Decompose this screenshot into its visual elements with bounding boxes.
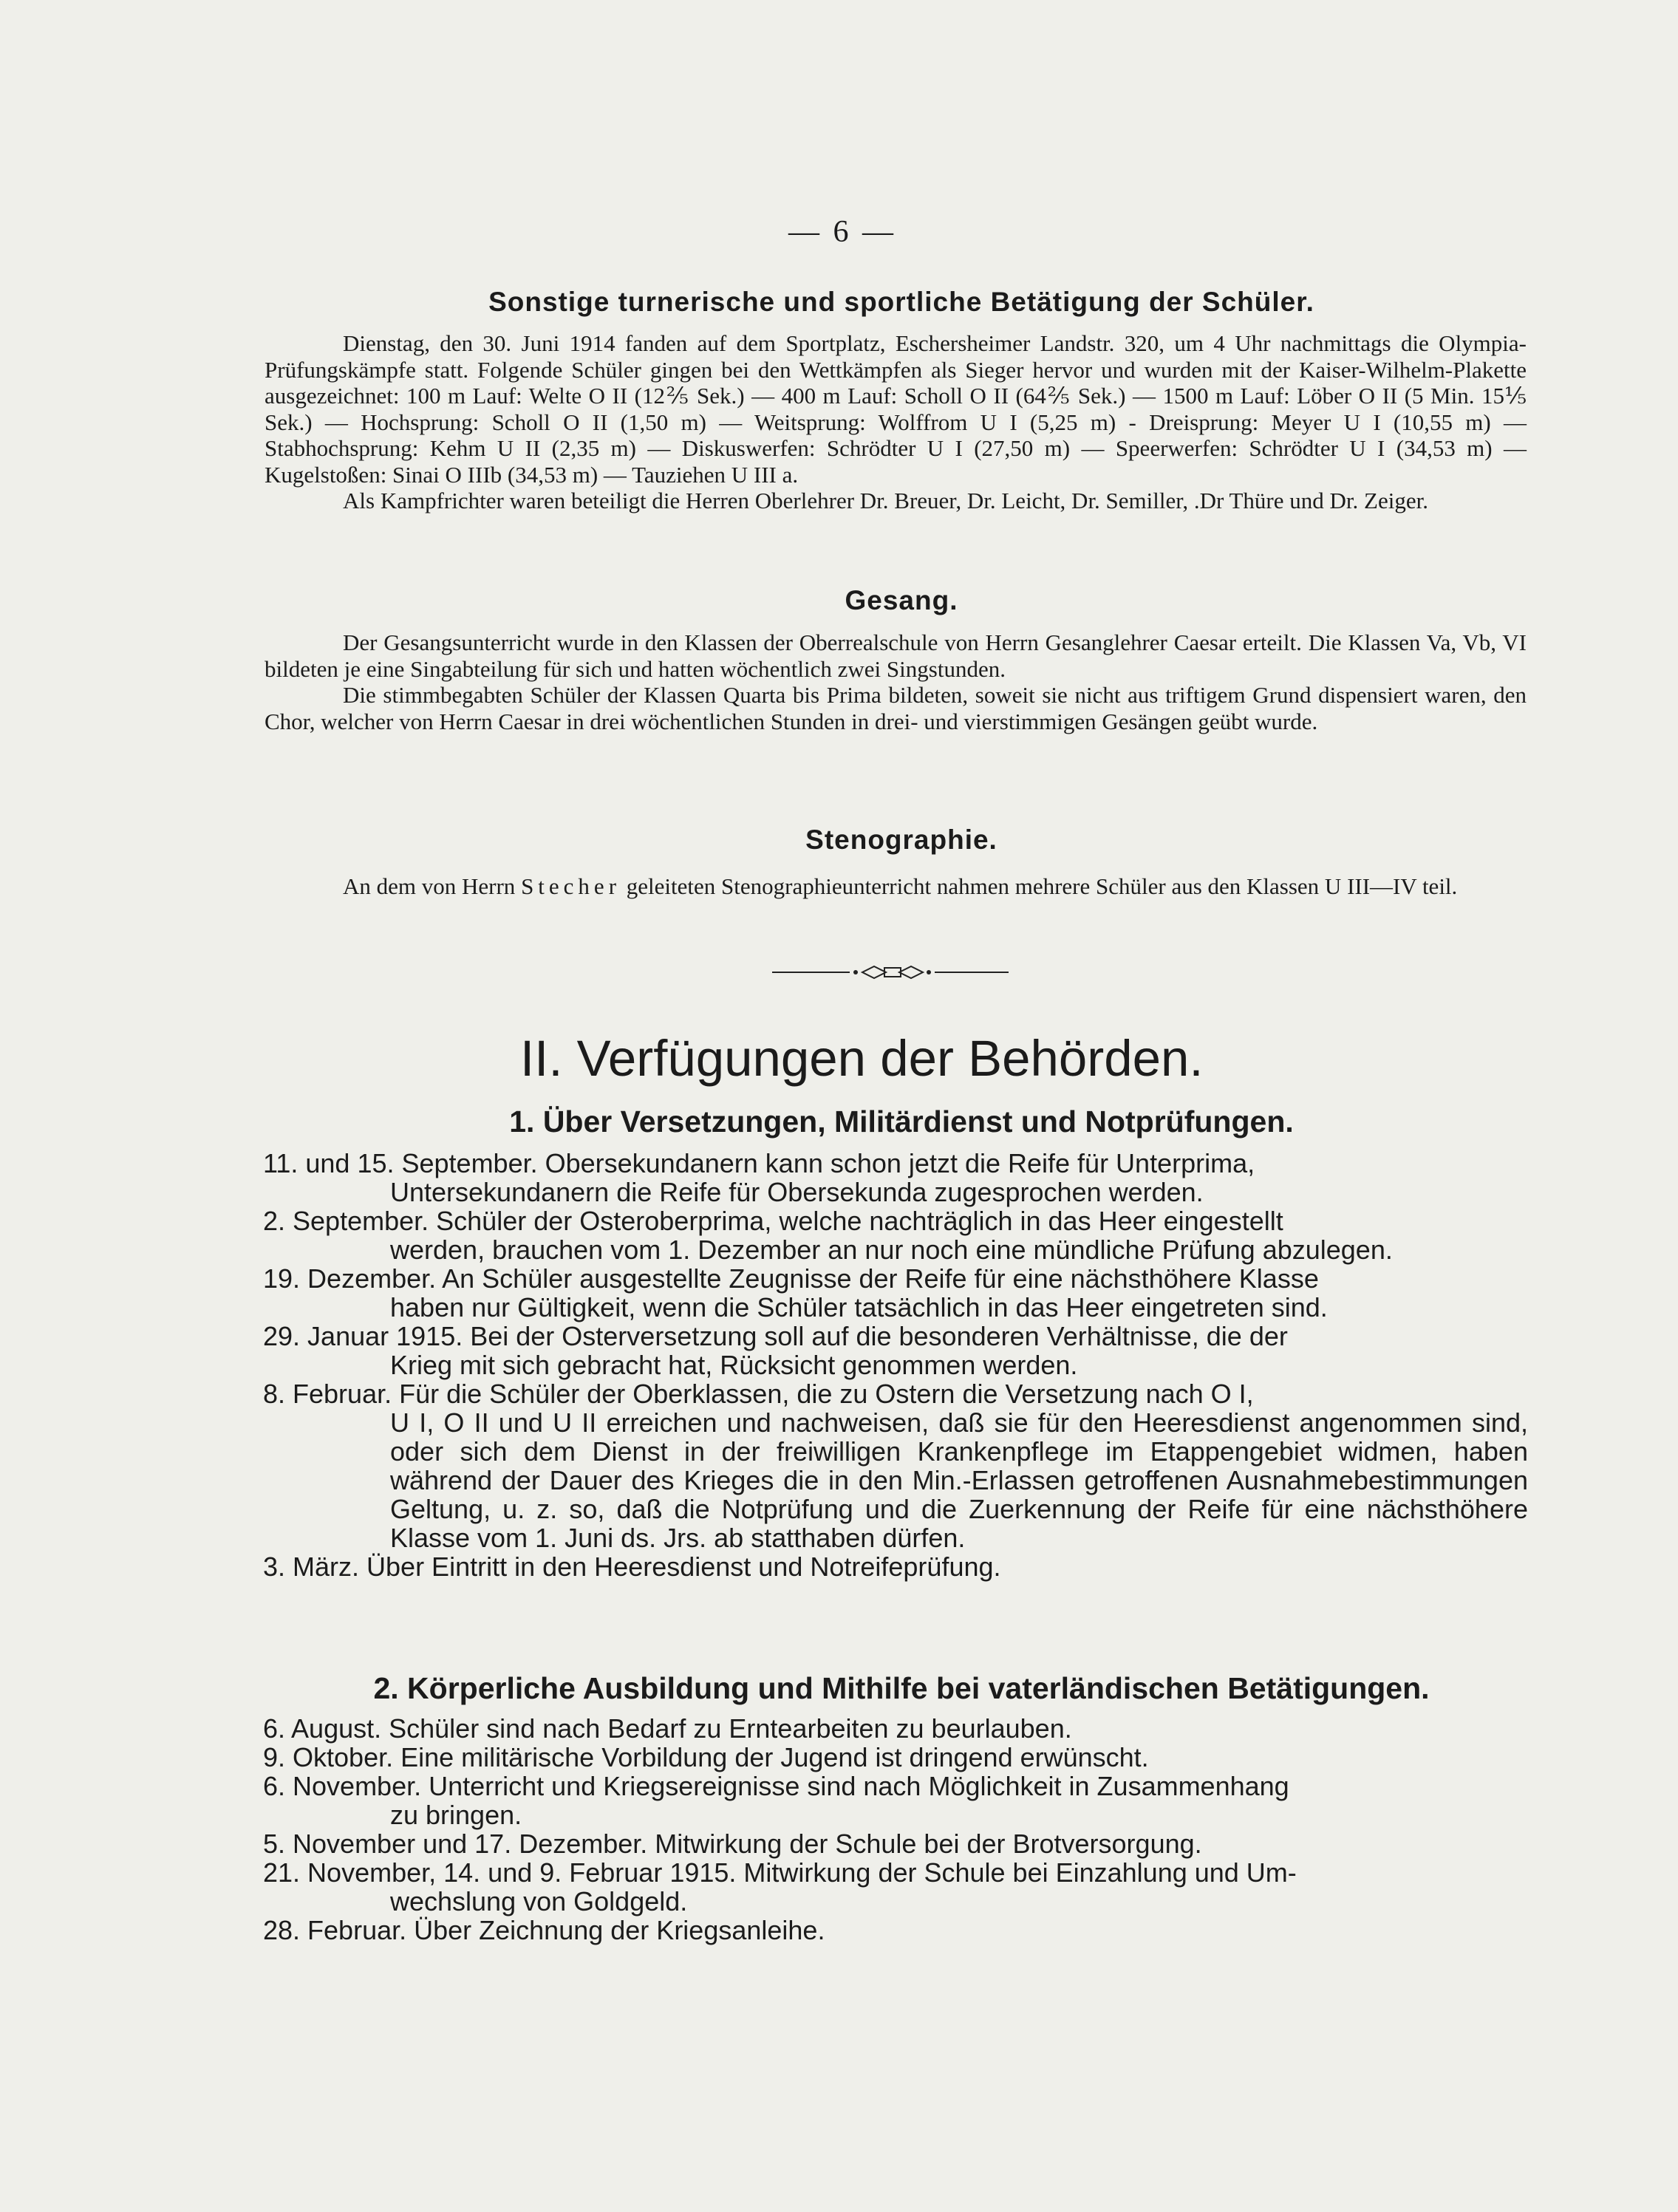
- entry-continuation: U I, O II und U II erreichen und nachweisen, daß sie für den Heeresdienst angenommen sind, oder sich dem Dienst in der freiwilligen Krankenpflege im Etappengebiet widmen, haben während der Dauer des Krieges die in den Min.-Erlassen getroffenen Ausnahmebestimmungen Geltung, u. z. so, daß die Notprüfung und die Zuerkennung der Reife für eine nächsthöhere Klasse vom 1. Juni ds. Jrs. ab statthaben dürfen.: [390, 1407, 1528, 1553]
- decree-entry: [263, 1858, 1528, 1916]
- decree-entry: [263, 1916, 1528, 1945]
- gesang-paragraph-1: Der Gesangsunterricht wurde in den Klassen der Oberrealschule von Herrn Gesanglehrer Caesar erteilt. Die Klassen Va, Vb, VI bildeten je eine Singabteilung für sich und hatten wöchentlich zwei Singstunden.: [265, 629, 1527, 682]
- page-number: — 6 —: [788, 215, 896, 249]
- entry-first-line: 11. und 15. September. Obersekundanern kann schon jetzt die Reife für Unterprima,: [263, 1148, 1255, 1178]
- steno-section-body: [265, 873, 1527, 900]
- entry-first-line: 3. März. Über Eintritt in den Heeresdienst und Notreifeprüfung.: [263, 1552, 1001, 1582]
- entry-first-line: 5. November und 17. Dezember. Mitwirkung der Schule bei der Brotversorgung.: [263, 1829, 1202, 1859]
- entry-first-line: 2. September. Schüler der Osteroberprima, welche nachträglich in das Heer eingestellt: [263, 1206, 1283, 1236]
- steno-text-a: An dem von Herrn: [343, 873, 516, 899]
- entry-first-line: 6. August. Schüler sind nach Bedarf zu Erntearbeiten zu beurlauben.: [263, 1713, 1072, 1744]
- sport-paragraph-1: Dienstag, den 30. Juni 1914 fanden auf dem Sportplatz, Eschersheimer Landstr. 320, um 4 Uhr nachmittags die Olympia-Prüfungskämpfe statt. Folgende Schüler gingen bei den Wettkämpfen als Sieger hervor und wurden mit der Kaiser-Wilhelm-Plakette ausgezeichnet: 100 m Lauf: Welte O II (12⅖ Sek.) — 400 m Lauf: Scholl O II (64⅖ Sek.) — 1500 m Lauf: Löber O II (5 Min. 15⅕ Sek.) — Hochsprung: Scholl O II (1,50 m) — Weitsprung: Wolffrom U I (5,25 m) - Dreisprung: Meyer U I (10,55 m) — Stabhochsprung: Kehm U II (2,35 m) — Diskuswerfen: Schrödter U I (27,50 m) — Speerwerfen: Schrödter U I (34,53 m) — Kugelstoßen: Sinai O IIIb (34,53 m) — Tauziehen U III a.: [265, 330, 1527, 488]
- decree-entry: [263, 1552, 1528, 1581]
- entry-continuation: wechslung von Goldgeld.: [390, 1886, 688, 1916]
- gesang-paragraph-2: Die stimmbegabten Schüler der Klassen Quarta bis Prima bildeten, soweit sie nicht aus triftigem Grund dispensiert waren, den Chor, welcher von Herrn Caesar in drei wöchentlichen Stunden in drei- und vierstimmigen Gesängen geübt wurde.: [265, 682, 1527, 734]
- subsection-2-list: [263, 1714, 1528, 1945]
- sport-section-title: Sonstige turnerische und sportliche Betätigung der Schüler.: [488, 287, 1314, 317]
- entry-first-line: 29. Januar 1915. Bei der Osterversetzung soll auf die besonderen Verhältnisse, die der: [263, 1321, 1288, 1351]
- entry-continuation: zu bringen.: [390, 1800, 522, 1830]
- entry-continuation: Untersekundanern die Reife für Obersekunda zugesprochen werden.: [390, 1177, 1204, 1207]
- subsection-1-list: [263, 1149, 1528, 1581]
- gesang-section-title: Gesang.: [845, 585, 958, 615]
- gesang-section-body: [265, 629, 1527, 734]
- entry-first-line: 21. November, 14. und 9. Februar 1915. Mitwirkung der Schule bei Einzahlung und Um-: [263, 1857, 1297, 1888]
- entry-first-line: 9. Oktober. Eine militärische Vorbildung der Jugend ist dringend erwünscht.: [263, 1742, 1149, 1772]
- entry-first-line: 6. November. Unterricht und Kriegsereignisse sind nach Möglichkeit in Zusammenhang: [263, 1771, 1289, 1801]
- steno-paragraph: [265, 873, 1527, 900]
- decree-entry: [263, 1322, 1528, 1379]
- section-2-title: II. Verfügungen der Behörden.: [520, 1030, 1204, 1087]
- decree-entry: [263, 1206, 1528, 1264]
- subsection-2-title: 2. Körperliche Ausbildung und Mithilfe bei vaterländischen Betätigungen.: [373, 1671, 1430, 1705]
- steno-teacher-name: Stecher: [521, 873, 621, 899]
- entry-continuation: werden, brauchen vom 1. Dezember an nur noch eine mündliche Prüfung abzulegen.: [390, 1235, 1393, 1265]
- steno-section-title: Stenographie.: [805, 825, 997, 855]
- decree-entry: [263, 1149, 1528, 1206]
- subsection-1-title: 1. Über Versetzungen, Militärdienst und Notprüfungen.: [509, 1105, 1294, 1139]
- decree-entry: [263, 1743, 1528, 1772]
- ornament-divider: [772, 963, 1009, 982]
- decree-entry: [263, 1829, 1528, 1858]
- entry-first-line: 8. Februar. Für die Schüler der Oberklassen, die zu Ostern die Versetzung nach O I,: [263, 1379, 1254, 1409]
- entry-continuation: Krieg mit sich gebracht hat, Rücksicht genommen werden.: [390, 1350, 1078, 1380]
- decree-entry: [263, 1379, 1528, 1552]
- entry-continuation: haben nur Gültigkeit, wenn die Schüler tatsächlich in das Heer eingetreten sind.: [390, 1292, 1328, 1322]
- sport-paragraph-2: Als Kampfrichter waren beteiligt die Herren Oberlehrer Dr. Breuer, Dr. Leicht, Dr. Semiller, .Dr Thüre und Dr. Zeiger.: [343, 488, 1428, 513]
- decree-entry: [263, 1264, 1528, 1322]
- decree-entry: [263, 1772, 1528, 1829]
- steno-text-b: geleiteten Stenographieunterricht nahmen mehrere Schüler aus den Klassen U III—IV teil.: [626, 873, 1458, 899]
- entry-first-line: 19. Dezember. An Schüler ausgestellte Zeugnisse der Reife für eine nächsthöhere Klasse: [263, 1263, 1319, 1294]
- entry-first-line: 28. Februar. Über Zeichnung der Kriegsanleihe.: [263, 1915, 825, 1945]
- sport-section-body: [265, 330, 1527, 514]
- decree-entry: [263, 1714, 1528, 1743]
